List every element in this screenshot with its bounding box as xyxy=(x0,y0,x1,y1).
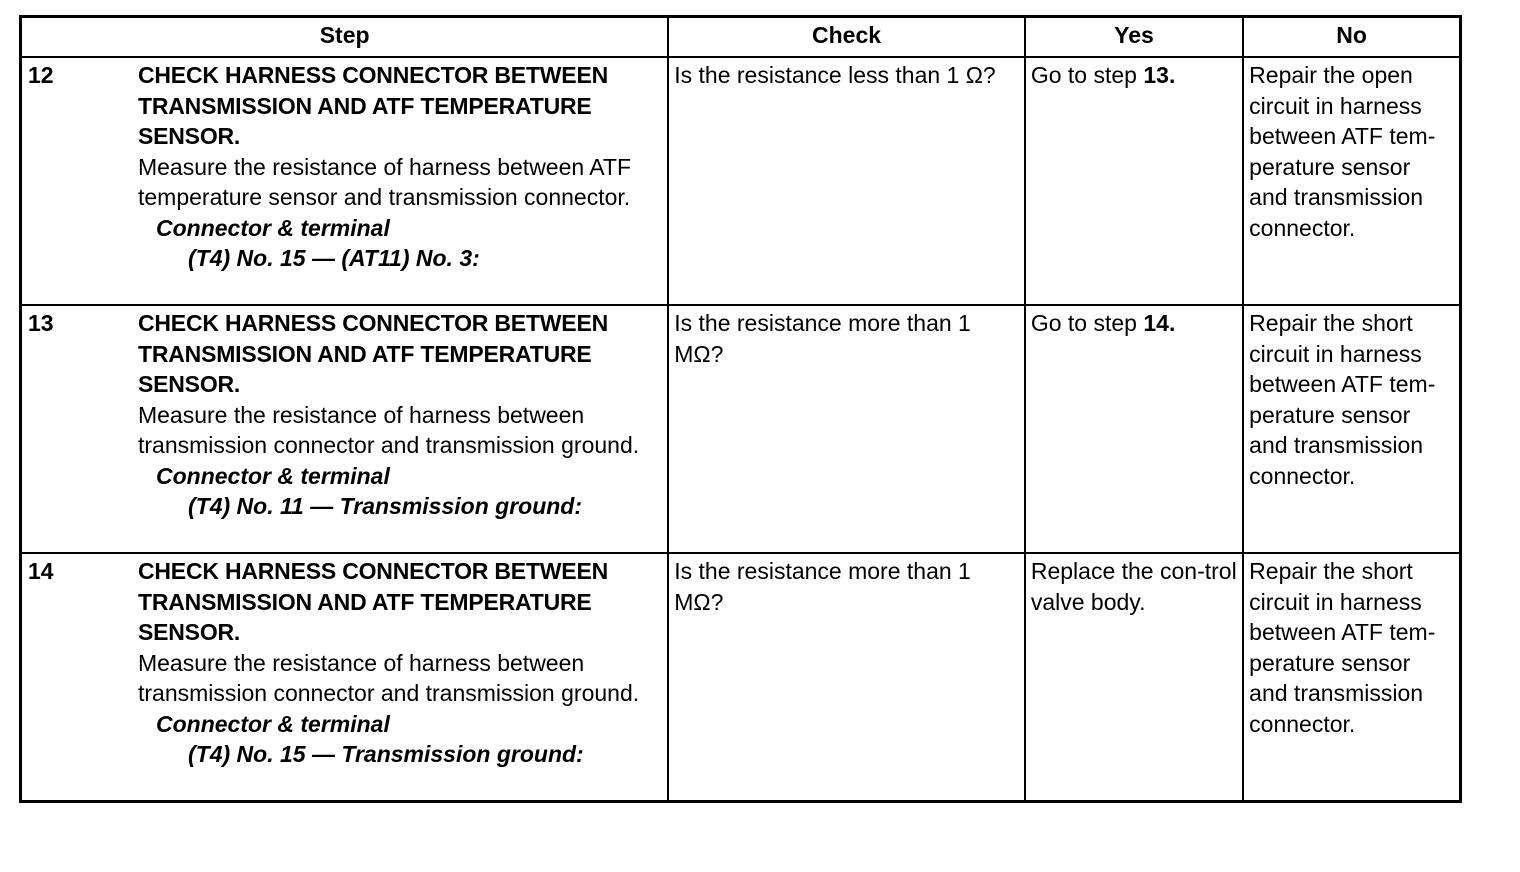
yes-cell xyxy=(1025,57,1243,305)
header-row xyxy=(21,17,1461,58)
connector-spec: (T4) No. 15 — Transmission ground: xyxy=(187,741,584,767)
step-description: Measure the resistance of harness between transmission connector and transmission ground. xyxy=(137,649,640,706)
step-cell xyxy=(138,553,668,802)
step-cell xyxy=(138,57,668,305)
step-title: CHECK HARNESS CONNECTOR BETWEEN TRANSMISSION AND ATF TEMPERATURE SENSOR. xyxy=(137,558,609,645)
connector-spec: (T4) No. 11 — Transmission ground: xyxy=(187,493,583,519)
connector-label: Connector & terminal xyxy=(155,710,390,737)
check-cell: Is the resistance more than 1 MΩ? xyxy=(668,305,1025,553)
step-number: 12 xyxy=(21,57,138,305)
step-description: Measure the resistance of harness between transmission connector and transmission ground. xyxy=(137,401,640,458)
connector-label: Connector & terminal xyxy=(155,214,390,241)
check-cell: Is the resistance more than 1 MΩ? xyxy=(668,553,1025,802)
header-yes: Yes xyxy=(1025,17,1243,58)
step-title: CHECK HARNESS CONNECTOR BETWEEN TRANSMISSION AND ATF TEMPERATURE SENSOR. xyxy=(137,310,609,397)
step-number: 14 xyxy=(21,553,138,802)
yes-text: Replace the con-trol valve body. xyxy=(1030,558,1237,615)
step-cell xyxy=(138,305,668,553)
step-title: CHECK HARNESS CONNECTOR BETWEEN TRANSMISSION AND ATF TEMPERATURE SENSOR. xyxy=(137,62,609,149)
yes-step-link: 14. xyxy=(1143,310,1176,336)
check-cell: Is the resistance less than 1 Ω? xyxy=(668,57,1025,305)
table-row-step-13 xyxy=(21,305,1461,553)
yes-prefix: Go to step xyxy=(1030,62,1144,88)
header-check: Check xyxy=(668,17,1025,58)
table-row-step-14 xyxy=(21,553,1461,802)
connector-spec: (T4) No. 15 — (AT11) No. 3: xyxy=(187,245,480,271)
header-no: No xyxy=(1243,17,1460,58)
yes-step-link: 13. xyxy=(1143,62,1176,88)
step-number: 13 xyxy=(21,305,138,553)
yes-cell xyxy=(1025,305,1243,553)
yes-prefix: Go to step xyxy=(1030,310,1144,336)
yes-cell xyxy=(1025,553,1243,802)
diagnostic-table xyxy=(19,15,1462,803)
no-cell: Repair the open circuit in harness between ATF tem-perature sensor and transmission connector. xyxy=(1243,57,1460,305)
header-step: Step xyxy=(21,17,669,58)
step-description: Measure the resistance of harness between ATF temperature sensor and transmission connector. xyxy=(137,153,632,210)
table-row-step-12 xyxy=(21,57,1461,305)
no-cell: Repair the short circuit in harness between ATF tem-perature sensor and transmission connector. xyxy=(1243,553,1460,802)
connector-label: Connector & terminal xyxy=(155,462,390,489)
no-cell: Repair the short circuit in harness between ATF tem-perature sensor and transmission connector. xyxy=(1243,305,1460,553)
